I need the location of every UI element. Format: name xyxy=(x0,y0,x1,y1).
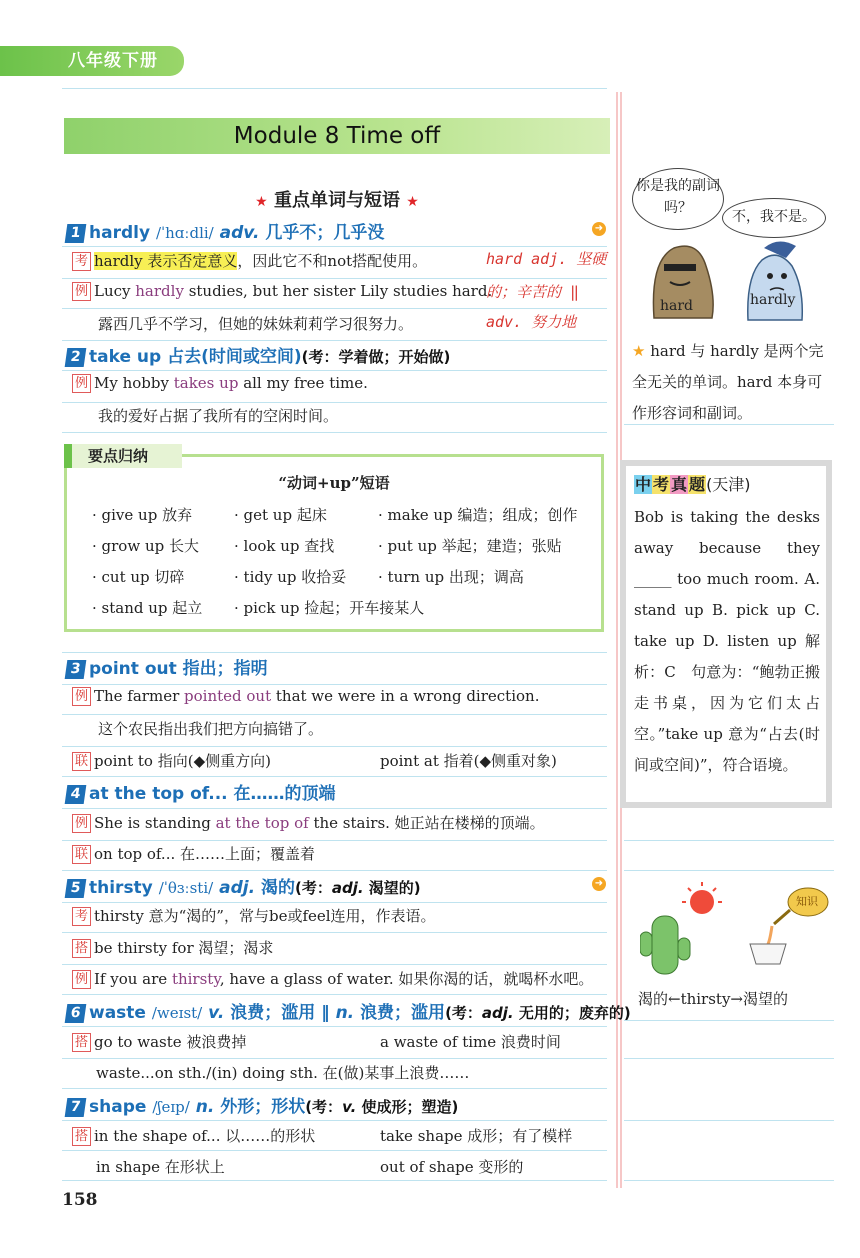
entry-shape-da-4: out of shape 变形的 xyxy=(380,1158,524,1176)
phrase-item: · stand up 起立 xyxy=(92,599,203,617)
entry-hardly-headword: 1 hardly /ˈhɑːdli/ adv. 几乎不；几乎没 xyxy=(66,218,384,243)
entry-top-of-headword: 4 at the top of... 在……的顶端 xyxy=(66,779,336,804)
entry-point-out-example-cn: 这个农民指出我们把方向搞错了。 xyxy=(98,720,324,738)
entry-shape-da-1: 搭 in the shape of... 以……的形状 xyxy=(72,1125,315,1146)
handwritten-note: hard adj. 坚硬 xyxy=(486,250,607,268)
phrase-item: · make up 编造；组成；创作 xyxy=(378,506,578,524)
phrase-item: · grow up 长大 xyxy=(92,537,199,555)
page-number: 158 xyxy=(62,1190,98,1210)
speech-bubble: 你是我的副词吗？ xyxy=(632,168,724,230)
arrow-icon: ➜ xyxy=(592,222,606,236)
entry-top-of-example: 例 She is standing at the top of the stairs. 她正站在楼梯的顶端。 xyxy=(72,812,545,833)
handwritten-note: 的；辛苦的 ‖ xyxy=(486,283,580,301)
entry-thirsty-kao: 考 thirsty 意为“渴的”，常与be或feel连用，作表语。 xyxy=(72,905,436,926)
entry-hardly-example: 例 Lucy hardly studies, but her sister Lily studies hard. xyxy=(72,282,492,301)
entry-take-up-example-cn: 我的爱好占据了我所有的空闲时间。 xyxy=(98,407,339,425)
hard-hardly-illustration xyxy=(636,236,826,330)
exam-text: Bob is taking the desks away because they _____ too much room. A. stand up B. pick up C. take up D. listen up 解析：C 句意为：“鲍勃正搬走书桌，因为它们太占空。”take up 意为“占去(时间或空间)”，符合语境。 xyxy=(634,508,820,774)
grade-tab: 八年级下册 xyxy=(0,46,184,76)
star-icon: ★ xyxy=(255,194,268,210)
phrase-item: · tidy up 收拾妥 xyxy=(234,568,347,586)
module-title: Module 8 Time off xyxy=(64,118,610,154)
entry-shape-da-3: in shape 在形状上 xyxy=(96,1158,225,1176)
entry-hardly-example-cn: 露西几乎不学习，但她的妹妹莉莉学习很努力。 xyxy=(98,315,414,333)
entry-hardly-kao: 考 hardly 表示否定意义，因此它不和not搭配使用。 xyxy=(72,250,427,271)
exam-header: 中 考 真 题(天津) xyxy=(635,475,751,494)
entry-waste-da-2: a waste of time 浪费时间 xyxy=(380,1033,561,1051)
phrase-item: · turn up 出现；调高 xyxy=(378,568,524,586)
entry-thirsty-headword: 5 thirsty /ˈθɜːsti/ adj. 渴的(考：adj. 渴望的) xyxy=(66,873,421,898)
entry-top-of-lian: 联 on top of... 在……上面；覆盖着 xyxy=(72,843,315,864)
entry-waste-da-1: 搭 go to waste 被浪费掉 xyxy=(72,1031,246,1052)
entry-take-up-example: 例 My hobby takes up all my free time. xyxy=(72,374,368,393)
entry-point-out-lian-1: 联 point to 指向(◆侧重方向) xyxy=(72,750,271,771)
handwritten-note: adv. 努力地 xyxy=(486,313,577,331)
phrase-item: · put up 举起；建造；张贴 xyxy=(378,537,562,555)
entry-shape-headword: 7 shape /ʃeɪp/ n. 外形；形状(考：v. 使成形；塑造) xyxy=(66,1092,458,1117)
entry-waste-headword: 6 waste /weɪst/ v. 浪费；滥用 ‖ n. 浪费；滥用(考：adj. 无用的；废弃的) xyxy=(66,998,631,1023)
entry-thirsty-example: 例 If you are thirsty, have a glass of water. 如果你渴的话，就喝杯水吧。 xyxy=(72,968,593,989)
star-icon: ★ xyxy=(632,342,646,360)
entry-waste-da-3: waste...on sth./(in) doing sth. 在(做)某事上浪费…… xyxy=(96,1064,470,1082)
entry-shape-da-2: take shape 成形；有了模样 xyxy=(380,1127,573,1145)
entry-take-up-headword: 2 take up 占去(时间或空间)(考：学着做；开始做) xyxy=(66,342,450,367)
thirsty-caption: 渴的←thirsty→渴望的 xyxy=(638,990,788,1008)
star-icon: ★ xyxy=(406,194,419,210)
phrase-item: · get up 起床 xyxy=(234,506,327,524)
summary-box-tab: 要点归纳 xyxy=(64,444,182,468)
phrase-item: · pick up 捡起；开车接某人 xyxy=(234,599,425,617)
sidebar-note: ★ hard 与 hardly 是两个完全无关的单词。hard 本身可作形容词和副词。 xyxy=(632,342,824,422)
exam-question-box xyxy=(620,460,832,808)
summary-box-title: “动词+up”短语 xyxy=(278,474,390,492)
entry-point-out-example: 例 The farmer pointed out that we were in a wrong direction. xyxy=(72,687,539,706)
entry-point-out-headword: 3 point out 指出；指明 xyxy=(66,654,268,679)
arrow-icon: ➜ xyxy=(592,877,606,891)
char-label-hardly: hardly xyxy=(750,292,796,308)
phrase-item: · give up 放弃 xyxy=(92,506,193,524)
section-title: ★ 重点单词与短语 ★ xyxy=(255,190,419,211)
entry-thirsty-da: 搭 be thirsty for 渴望；渴求 xyxy=(72,937,273,958)
phrase-item: · cut up 切碎 xyxy=(92,568,185,586)
phrase-item: · look up 查找 xyxy=(234,537,335,555)
entry-point-out-lian-2: point at 指着(◆侧重对象) xyxy=(380,752,557,770)
speech-bubble: 不，我不是。 xyxy=(722,198,826,238)
char-label-hard: hard xyxy=(660,298,694,314)
cup-label: 知识 xyxy=(796,895,818,908)
